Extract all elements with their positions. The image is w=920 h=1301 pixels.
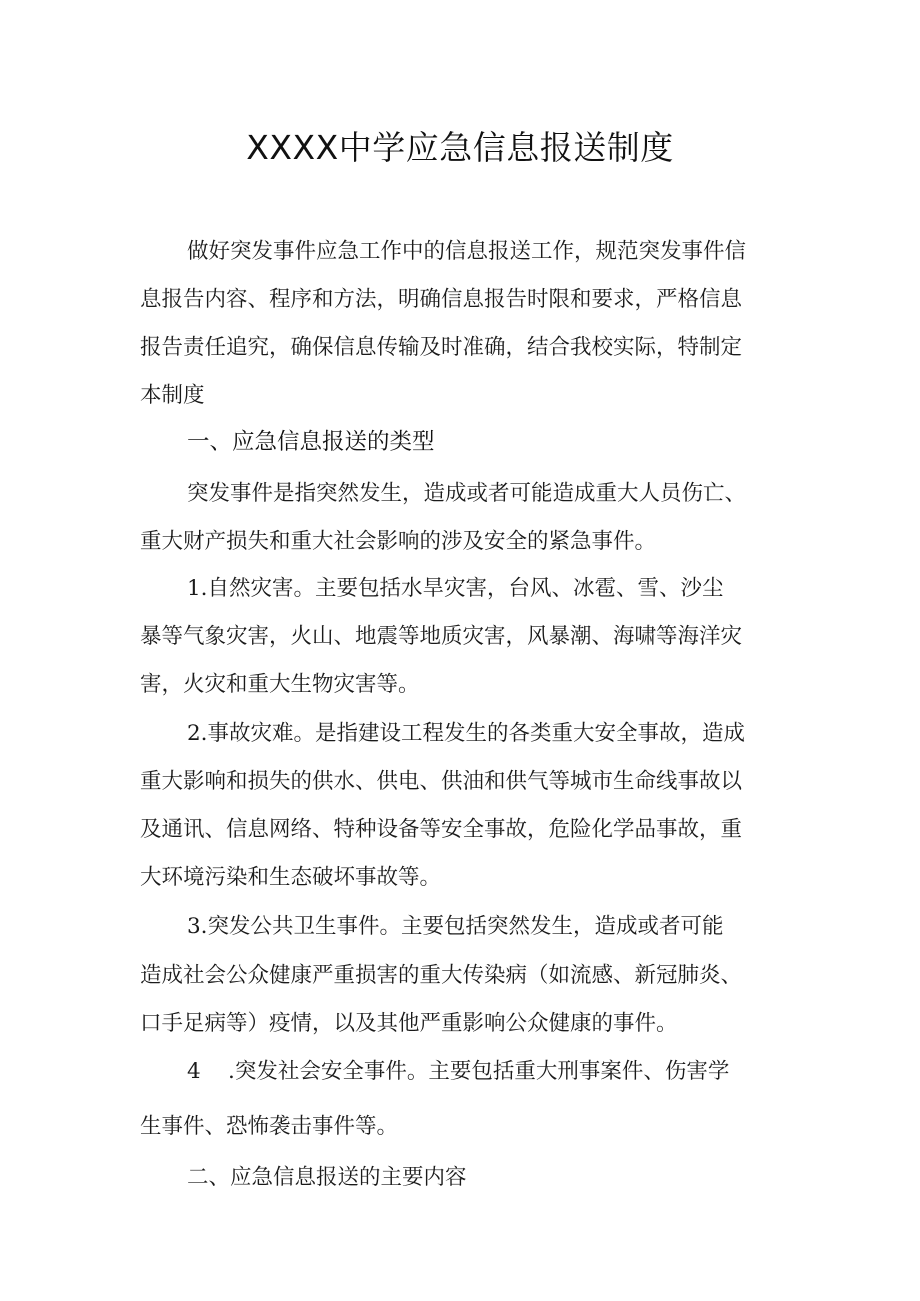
item-2-line-3: 及通讯、信息网络、特种设备等安全事故，危险化学品事故，重 — [140, 817, 743, 842]
section-2-heading: 二、应急信息报送的主要内容 — [187, 1165, 467, 1190]
definition-line-2: 重大财产损失和重大社会影响的涉及安全的紧急事件。 — [140, 529, 657, 554]
intro-line-3: 报告责任追究，确保信息传输及时准确，结合我校实际，特制定 — [140, 335, 743, 360]
item-3-line-2: 造成社会公众健康严重损害的重大传染病（如流感、新冠肺炎、 — [140, 963, 743, 988]
definition-line-1: 突发事件是指突然发生，造成或者可能造成重大人员伤亡、 — [187, 481, 747, 506]
section-1-heading: 一、应急信息报送的类型 — [187, 429, 435, 455]
item-2-line-4: 大环境污染和生态破坏事故等。 — [140, 865, 442, 890]
item-3-line-1: 3.突发公共卫生事件。主要包括突然发生，造成或者可能 — [187, 914, 724, 939]
intro-line-2: 息报告内容、程序和方法，明确信息报告时限和要求，严格信息 — [140, 287, 743, 312]
item-1-line-2: 暴等气象灾害，火山、地震等地质灾害，风暴潮、海啸等海洋灾 — [140, 624, 743, 649]
item-1-line-1: 1.自然灾害。主要包括水旱灾害，台风、冰雹、雪、沙尘 — [187, 576, 724, 601]
intro-line-4: 本制度 — [140, 383, 205, 408]
item-1-line-3: 害，火灾和重大生物灾害等。 — [140, 672, 420, 697]
item-2-line-1: 2.事故灾难。是指建设工程发生的各类重大安全事故，造成 — [187, 721, 746, 746]
item-2-line-2: 重大影响和损失的供水、供电、供油和供气等城市生命线事故以 — [140, 769, 743, 794]
document-title: XXXX中学应急信息报送制度 — [246, 128, 674, 167]
intro-line-1: 做好突发事件应急工作中的信息报送工作，规范突发事件信 — [187, 239, 747, 264]
item-4-line-1: 4 .突发社会安全事件。主要包括重大刑事案件、伤害学 — [187, 1059, 730, 1084]
item-4-line-2: 生事件、恐怖袭击事件等。 — [140, 1114, 399, 1139]
item-3-line-3: 口手足病等）疫情，以及其他严重影响公众健康的事件。 — [140, 1011, 678, 1036]
